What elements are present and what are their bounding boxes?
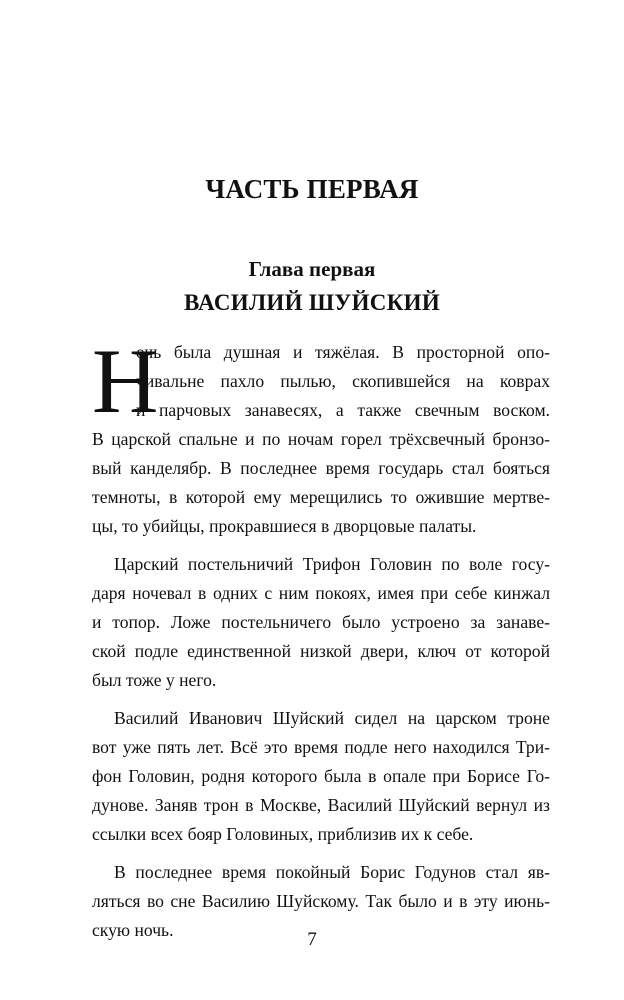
text-line: фон Головин, родня которого была в опале при Борисе Го- (92, 766, 550, 786)
text-line: был тоже у него. (92, 670, 217, 690)
chapter-label: Глава первая (248, 257, 376, 281)
chapter-title: ВАСИЛИЙ ШУЙСКИЙ (183, 290, 441, 315)
text-line: В последнее время покойный Борис Годунов стал яв- (114, 862, 550, 882)
text-line: ской подле единственной низкой двери, ключ от которой (92, 641, 550, 661)
text-line: вот уже пять лет. Всё это время подле него находился Три- (92, 737, 550, 757)
text-line: скую ночь. (92, 920, 174, 940)
part-title: ЧАСТЬ ПЕРВАЯ (205, 174, 419, 204)
text-line: дунове. Заняв трон в Москве, Василий Шуйский вернул из (92, 795, 550, 815)
text-line: вый канделябр. В последнее время государь стал бояться (92, 458, 550, 478)
text-line: Царский постельничий Трифон Головин по воле госу- (114, 554, 550, 574)
text-line: и парчовых занавесях, а также свечным воском. (136, 400, 550, 420)
text-line: В царской спальне и по ночам горел трёхсвечный бронзо- (92, 429, 550, 449)
text-line: чивальне пахло пылью, скопившейся на коврах (136, 371, 550, 391)
text-line: ссылки всех бояр Головиных, приблизив их к себе. (92, 824, 474, 844)
page-number: 7 (307, 929, 317, 950)
text-line: ляться во сне Василию Шуйскому. Так было и в эту июнь- (92, 891, 550, 911)
paragraph-3 (92, 704, 550, 849)
text-line: темноты, в которой ему мерещились то ожившие мертве- (92, 487, 550, 507)
text-line: очь была душная и тяжёлая. В просторной опо- (136, 342, 550, 362)
paragraph-1 (92, 330, 550, 541)
drop-cap: Н (92, 330, 159, 432)
text-line: и топор. Ложе постельничего было устроено за занаве- (92, 612, 550, 632)
paragraph-2 (92, 550, 550, 695)
text-line: даря ночевал в одних с ним покоях, имея при себе кинжал (92, 583, 550, 603)
body-text (92, 330, 550, 945)
text-line: Василий Иванович Шуйский сидел на царском троне (114, 708, 550, 728)
text-line: цы, то убийцы, прокравшиеся в дворцовые палаты. (92, 516, 477, 536)
